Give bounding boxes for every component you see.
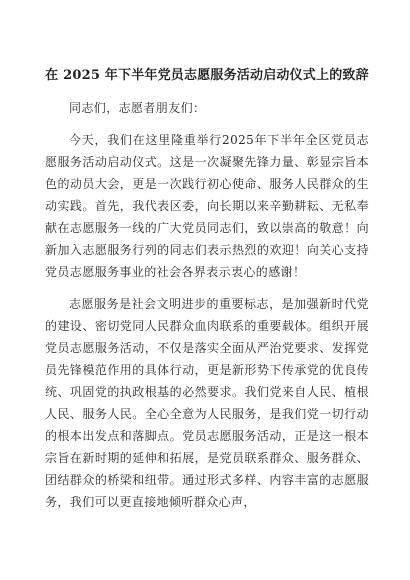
- paragraph-opening: 今天，我们在这里隆重举行2025年下半年全区党员志愿服务活动启动仪式。这是一次凝聚先锋力量、彰显宗旨本色的动员大会，更是一次践行初心使命、服务人民群众的生动实践。首先，我代表区委，向长期以来辛勤耕耘、无私奉献在志愿服务一线的广大党员同志们，致以崇高的敬意！向新加入志愿服务行列的同志们表示热烈的欢迎！向关心支持党员志愿服务事业的社会各界表示衷心的感谢！: [45, 133, 369, 279]
- paragraph-significance: 志愿服务是社会文明进步的重要标志，是加强新时代党的建设、密切党同人民群众血肉联系的重要载体。组织开展党员志愿服务活动，不仅是落实全面从严治党要求、发挥党员先锋模范作用的具体行动，更是新形势下传承党的优良传统、巩固党的执政根基的必然要求。我们党来自人民、植根人民、服务人民。全心全意为人民服务，是我们党一切行动的根本出发点和落脚点。党员志愿服务活动，正是这一根本宗旨在新时期的延伸和拓展，是党员联系群众、服务群众、团结群众的桥梁和纽带。通过形式多样、内容丰富的志愿服务，我们可以更直接地倾听群众心声，: [45, 297, 369, 509]
- greeting: 同志们，志愿者朋友们：: [69, 101, 206, 115]
- document-title: 在 2025 年下半年党员志愿服务活动启动仪式上的致辞: [45, 68, 369, 83]
